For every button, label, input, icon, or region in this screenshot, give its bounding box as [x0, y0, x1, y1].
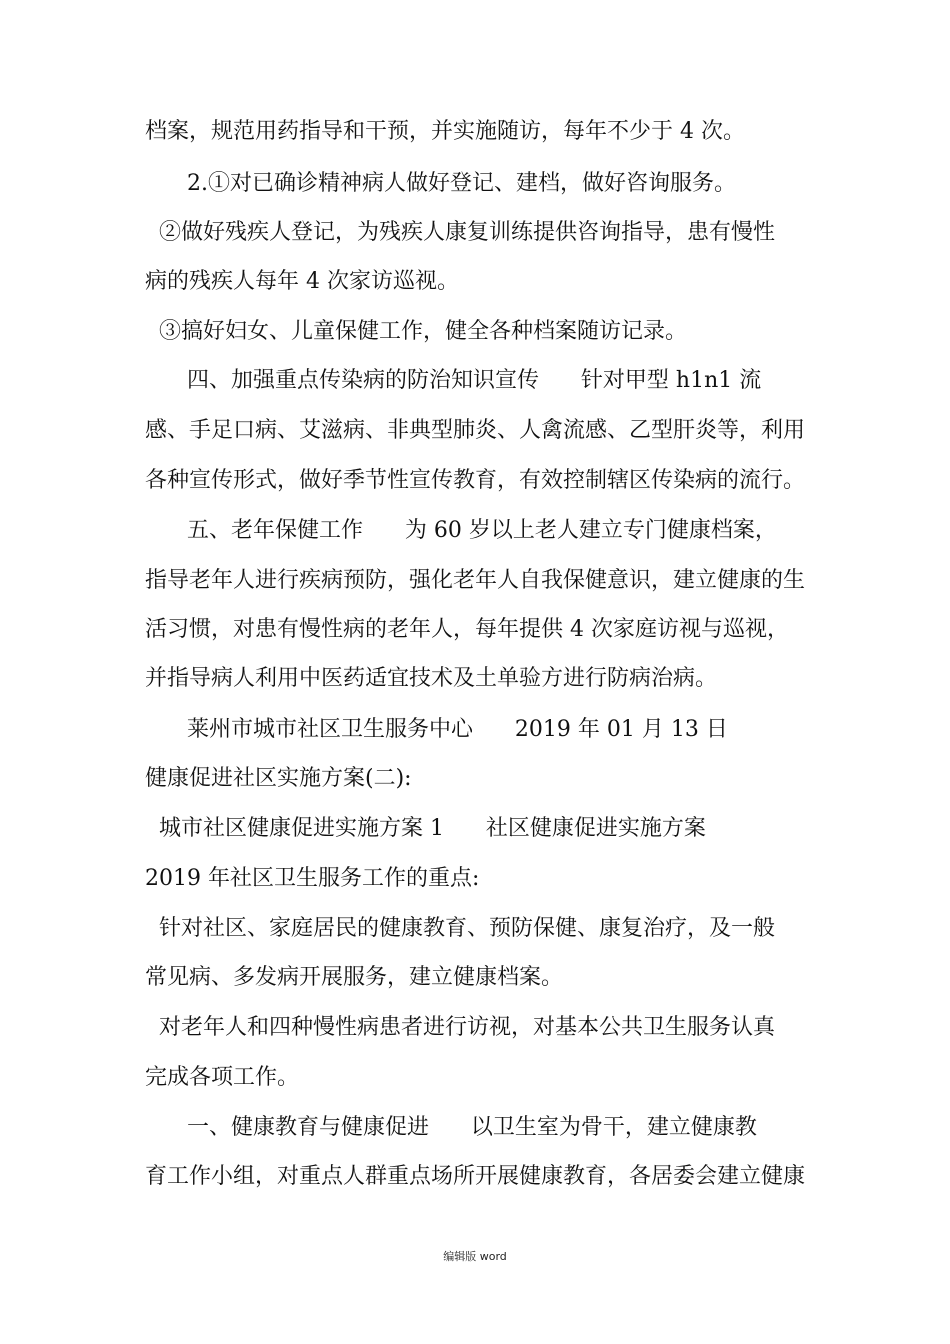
text-line: 四、加强重点传染病的防治知识宣传 针对甲型 h1n1 流	[145, 368, 762, 393]
text-line: 五、老年保健工作 为 60 岁以上老人建立专门健康档案，	[145, 518, 777, 543]
page-footer: 编辑版 word	[443, 1250, 507, 1263]
text-line: 活习惯，对患有慢性病的老年人，每年提供 4 次家庭访视与巡视，	[145, 617, 789, 642]
text-line: 并指导病人利用中医药适宜技术及土单验方进行防病治病。	[145, 666, 718, 691]
text-line: 城市社区健康促进实施方案 1 社区健康促进实施方案	[145, 816, 706, 841]
text-line: 常见病、多发病开展服务，建立健康档案。	[145, 965, 564, 990]
text-line: 各种宣传形式，做好季节性宣传教育，有效控制辖区传染病的流行。	[145, 468, 806, 493]
text-line: 2019 年社区卫生服务工作的重点:	[145, 866, 480, 891]
text-line: 对老年人和四种慢性病患者进行访视，对基本公共卫生服务认真	[145, 1015, 775, 1040]
text-line: 健康促进社区实施方案(二):	[145, 766, 412, 791]
text-line: 育工作小组，对重点人群重点场所开展健康教育，各居委会建立健康	[145, 1164, 806, 1189]
text-line: ②做好残疾人登记，为残疾人康复训练提供咨询指导，患有慢性	[145, 220, 775, 245]
text-line: 完成各项工作。	[145, 1065, 300, 1090]
text-line: 感、手足口病、艾滋病、非典型肺炎、人禽流感、乙型肝炎等，利用	[145, 418, 806, 443]
text-line: 病的残疾人每年 4 次家访巡视。	[145, 269, 459, 294]
text-line: 针对社区、家庭居民的健康教育、预防保健、康复治疗，及一般	[145, 916, 775, 941]
text-line: 2.①对已确诊精神病人做好登记、建档，做好咨询服务。	[145, 171, 736, 196]
text-line: ③搞好妇女、儿童保健工作，健全各种档案随访记录。	[145, 319, 687, 344]
text-line: 莱州市城市社区卫生服务中心 2019 年 01 月 13 日	[145, 717, 728, 742]
text-line: 指导老年人进行疾病预防，强化老年人自我保健意识，建立健康的生	[145, 568, 806, 593]
text-line: 一、健康教育与健康促进 以卫生室为骨干，建立健康教	[145, 1115, 757, 1140]
text-line: 档案，规范用药指导和干预，并实施随访，每年不少于 4 次。	[145, 119, 745, 144]
